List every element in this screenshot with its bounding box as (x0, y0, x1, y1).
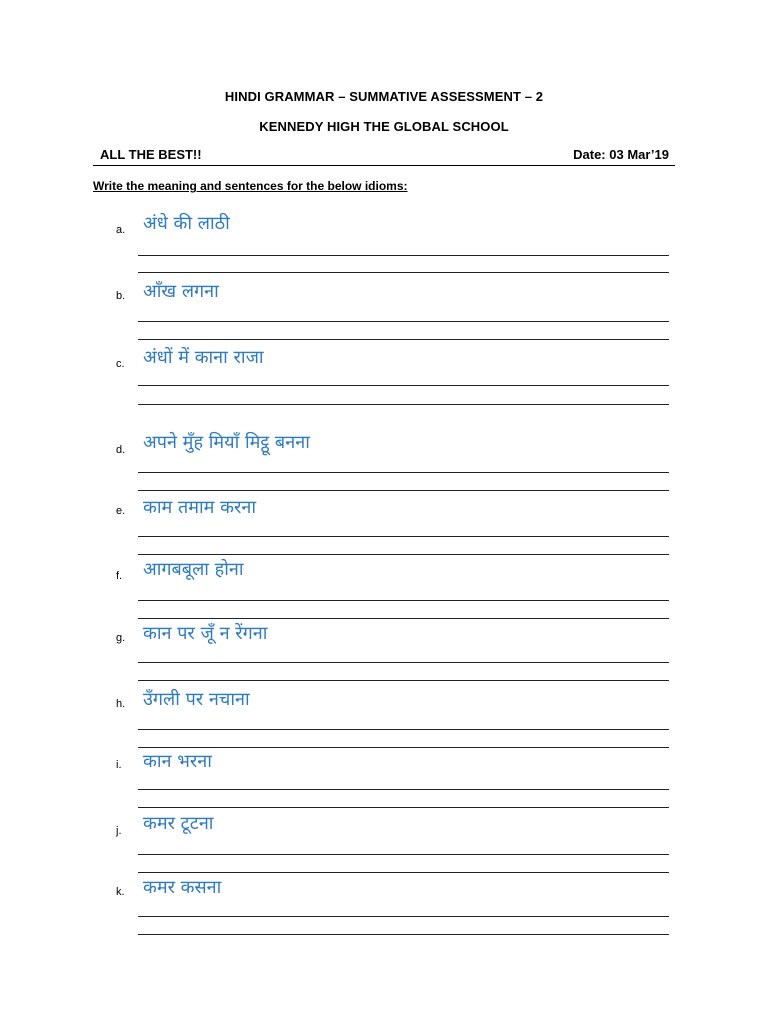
item-marker: a. (116, 224, 126, 236)
item-marker: j. (116, 825, 122, 837)
idiom-text: आगबबूला होना (143, 559, 244, 580)
answer-line[interactable] (138, 339, 669, 340)
answer-line[interactable] (138, 934, 669, 935)
idiom-text: अंधे की लाठी (143, 213, 230, 234)
item-marker: c. (116, 358, 125, 370)
instruction-text: Write the meaning and sentences for the below idioms: (93, 179, 408, 193)
idiom-text: उँगली पर नचाना (143, 689, 250, 710)
idiom-text: कान भरना (143, 751, 212, 772)
answer-line[interactable] (138, 618, 669, 619)
item-marker: f. (116, 570, 123, 582)
item-marker: e. (116, 505, 126, 517)
answer-line[interactable] (138, 255, 669, 256)
worksheet-title: HINDI GRAMMAR – SUMMATIVE ASSESSMENT – 2 (224, 89, 544, 104)
school-name: KENNEDY HIGH THE GLOBAL SCHOOL (259, 119, 509, 134)
item-marker: g. (116, 632, 126, 644)
answer-line[interactable] (138, 662, 669, 663)
idiom-text: काम तमाम करना (143, 497, 256, 518)
idiom-text: कमर कसना (143, 877, 222, 898)
answer-line[interactable] (138, 554, 669, 555)
item-marker: h. (116, 698, 126, 710)
answer-line[interactable] (138, 807, 669, 808)
answer-line[interactable] (138, 916, 669, 917)
answer-line[interactable] (138, 854, 669, 855)
info-row (96, 147, 672, 164)
answer-line[interactable] (138, 321, 669, 322)
idiom-text: अपने मुँह मियाँ मिट्ठू बनना (143, 432, 310, 453)
idiom-text: आँख लगना (143, 281, 219, 302)
answer-line[interactable] (138, 747, 669, 748)
answer-line[interactable] (138, 872, 669, 873)
answer-line[interactable] (138, 404, 669, 405)
answer-line[interactable] (138, 272, 669, 273)
answer-line[interactable] (138, 600, 669, 601)
answer-line[interactable] (138, 680, 669, 681)
item-marker: i. (116, 759, 122, 771)
header-divider (93, 165, 675, 166)
answer-line[interactable] (138, 536, 669, 537)
answer-line[interactable] (138, 729, 669, 730)
item-marker: b. (116, 290, 126, 302)
idiom-text: अंधों में काना राजा (143, 347, 264, 368)
answer-line[interactable] (138, 385, 669, 386)
answer-line[interactable] (138, 490, 669, 491)
idiom-text: कान पर जूँ न रेंगना (143, 623, 268, 644)
answer-line[interactable] (138, 472, 669, 473)
item-marker: d. (116, 444, 126, 456)
greeting-text: ALL THE BEST!! (100, 147, 202, 162)
answer-line[interactable] (138, 789, 669, 790)
date-text: Date: 03 Mar’19 (573, 147, 669, 162)
idiom-text: कमर टूटना (143, 813, 214, 834)
item-marker: k. (116, 886, 125, 898)
